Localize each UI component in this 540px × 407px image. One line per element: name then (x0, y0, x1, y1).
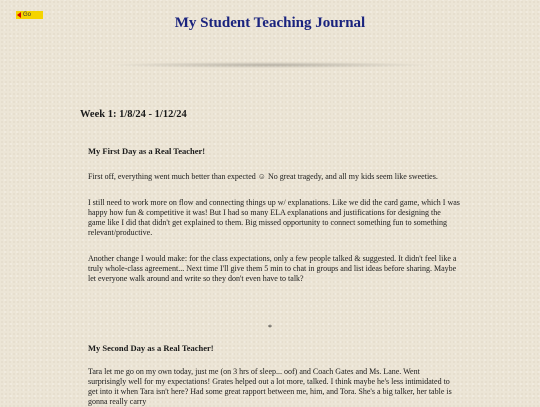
entry-title: My First Day as a Real Teacher! (88, 146, 206, 156)
entry-paragraph: Another change I would make: for the class expectations, only a few people talked & suggested. It didn't feel like a truly whole-class agreement... Next time I'll give them 5 min to chat in groups and list ideas before sharing. Maybe let everyone walk around and write so they don't even have to talk? (88, 254, 457, 283)
entry-title: My Second Day as a Real Teacher! (88, 343, 214, 353)
journal-entry-2 (88, 343, 460, 407)
entry-paragraph: Tara let me go on my own today, just me (on 3 hrs of sleep... oof) and Coach Gates and Ms. Lane. Went surprisingly well for my expectations! Grates helped out a lot more, talked. I think maybe he's less intimidated to get into it when Tara isn't here? Had some great rapport between me, him, and Tora. She's a big talker, her table is gonna really carry (88, 367, 452, 406)
entry-paragraph: First off, everything went much better than expected ☺ No great tragedy, and all my kids seem like sweeties. (88, 172, 438, 181)
journal-entry-1 (88, 146, 460, 284)
entry-paragraph: I still need to work more on flow and connecting things up w/ explanations. Like we did the card game, which I was happy how fun & competitive it was! But I had so many ELA explanations and justifications for designing the game like I did that didn't get explained to them. Big missed opportunity to connect something fun to something relevant/productive. (88, 198, 460, 237)
week-heading: Week 1: 1/8/24 - 1/12/24 (80, 109, 187, 120)
page-title: My Student Teaching Journal (174, 15, 366, 31)
header-divider (110, 62, 430, 68)
go-button-label: Go (23, 12, 32, 18)
entry-separator: * (268, 323, 272, 332)
